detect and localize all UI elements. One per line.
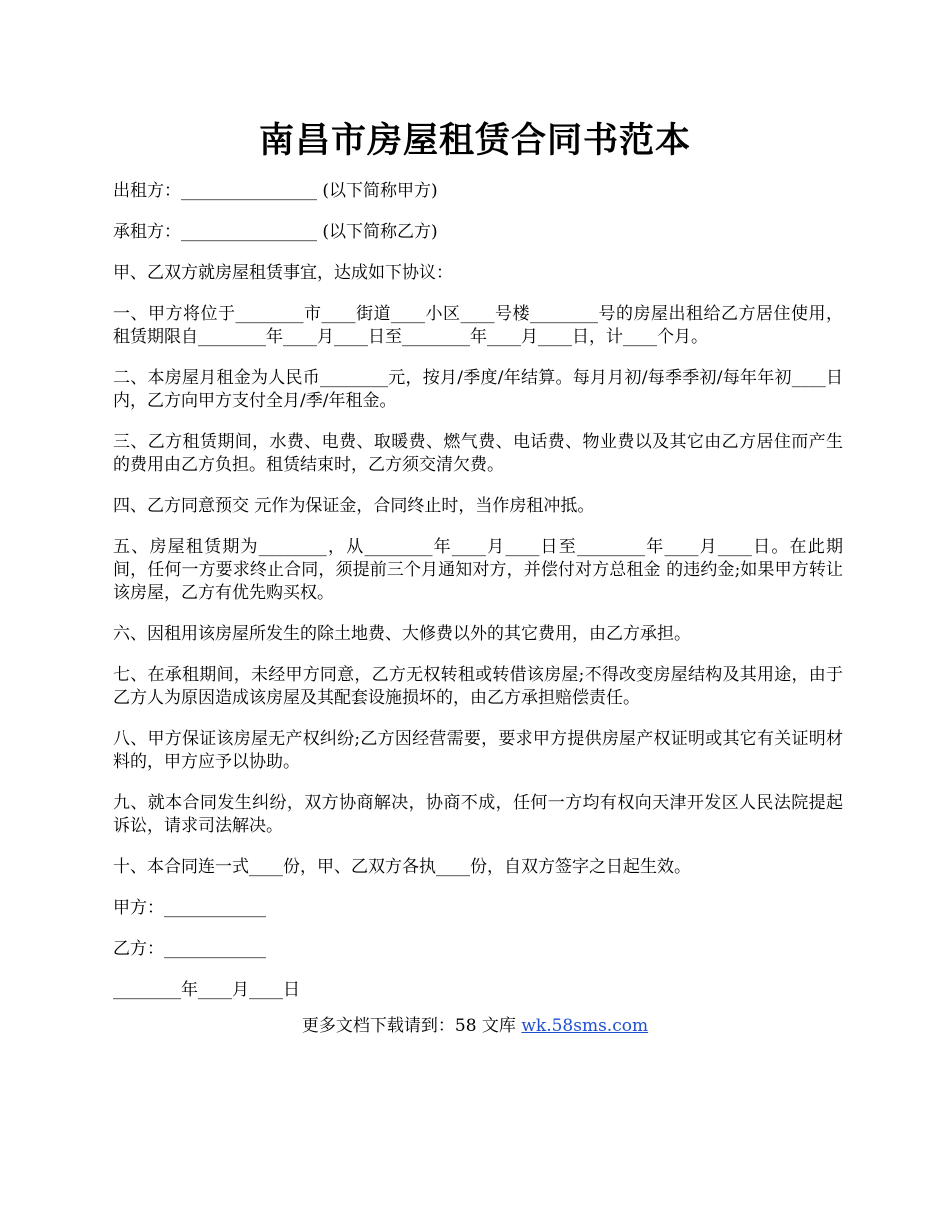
party-a-signature: 甲方：____________ bbox=[113, 898, 266, 918]
lessor-line: 出租方：________________ (以下简称甲方) bbox=[113, 181, 438, 201]
document-body bbox=[113, 180, 843, 1020]
clause-3: 三、乙方租赁期间，水费、电费、取暖费、燃气费、电话费、物业费以及其它由乙方居住而产生的费用由乙方负担。租赁结束时，乙方须交清欠费。 bbox=[113, 432, 843, 475]
clause-10: 十、本合同连一式____份，甲、乙双方各执____份，自双方签字之日起生效。 bbox=[113, 857, 691, 877]
clause-4: 四、乙方同意预交 元作为保证金，合同终止时，当作房租冲抵。 bbox=[113, 496, 595, 516]
agreement-intro: 甲、乙双方就房屋租赁事宜，达成如下协议： bbox=[113, 263, 453, 283]
signing-date: ________年____月____日 bbox=[113, 980, 300, 1000]
clause-9: 九、就本合同发生纠纷，双方协商解决，协商不成，任何一方均有权向天津开发区人民法院提起诉讼，请求司法解决。 bbox=[113, 793, 843, 836]
clause-1: 一、甲方将位于________市____街道____小区____号楼________号的房屋出租给乙方居住使用，租赁期限自________年____月____日至________年____月____日，计____个月。 bbox=[113, 304, 843, 347]
party-b-signature: 乙方：____________ bbox=[113, 939, 266, 959]
document-title: 南昌市房屋租赁合同书范本 bbox=[258, 120, 691, 161]
footer-link[interactable]: wk.58sms.com bbox=[521, 1016, 649, 1036]
lessee-line: 承租方：________________ (以下简称乙方) bbox=[113, 222, 438, 242]
clause-5: 五、房屋租赁期为________，从________年____月____日至________年____月____日。在此期间，任何一方要求终止合同，须提前三个月通知对方，并偿付对方总租金 的违约金;如果甲方转让该房屋，乙方有优先购买权。 bbox=[113, 537, 843, 603]
footer bbox=[0, 1011, 950, 1036]
clause-2: 二、本房屋月租金为人民币________元，按月/季度/年结算。每月月初/每季季初/每年年初____日内，乙方向甲方支付全月/季/年租金。 bbox=[113, 368, 843, 411]
clause-6: 六、因租用该房屋所发生的除土地费、大修费以外的其它费用，由乙方承担。 bbox=[113, 624, 691, 644]
footer-prefix: 更多文档下载请到：58 文库 bbox=[301, 1016, 522, 1036]
clause-7: 七、在承租期间，未经甲方同意，乙方无权转租或转借该房屋;不得改变房屋结构及其用途，由于乙方人为原因造成该房屋及其配套设施损坏的，由乙方承担赔偿责任。 bbox=[113, 665, 843, 708]
clause-8: 八、甲方保证该房屋无产权纠纷;乙方因经营需要，要求甲方提供房屋产权证明或其它有关证明材料的，甲方应予以协助。 bbox=[113, 729, 843, 772]
